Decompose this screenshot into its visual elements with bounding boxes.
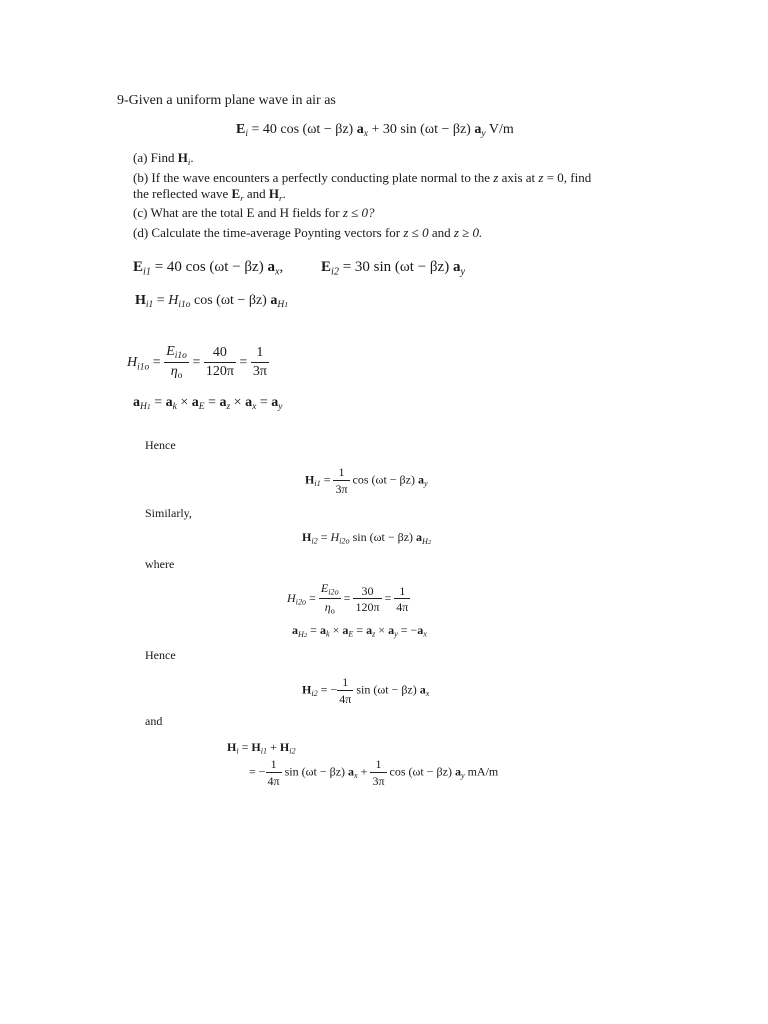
ah2-equation: $a_{H2} = a_k \times a_E = a_z \times a_y = -a_x$ — [292, 623, 427, 639]
given-field-equation: $E_i = 40$ cos (ωt − βz) $a_x + 30$ sin (ωt − βz) $a_y$ V/m — [236, 122, 514, 140]
hi2-general: $H_{i2} = H_{i2o}$ sin (ωt − βz) $a_{H2}$ — [302, 530, 432, 546]
and-label: and — [145, 714, 163, 728]
part-b-line2: the reflected wave $E_r$ and $H_r$. — [133, 186, 286, 203]
part-a: (a) Find $H_i$. — [133, 150, 194, 167]
hi-total: = − $\frac{1}{4\pi}$ sin (ωt − βz) $a_x$ + $\frac{1}{3\pi}$ cos (ωt − βz) $a_y$ mA/m — [249, 757, 499, 788]
part-b-line1: (b) If the wave encounters a perfectly conducting plate normal to the z axis at z = 0, find — [133, 170, 592, 185]
part-c: (c) What are the total E and H fields for z ≤ 0? — [133, 205, 375, 220]
where: where — [145, 557, 175, 571]
hi1-general: $H_{i1} = H_{i1o}$ cos (ωt − βz) $a_{H1}$ — [135, 293, 289, 311]
similarly: Similarly, — [145, 506, 192, 520]
hence-2: Hence — [145, 648, 176, 662]
ah1-equation: $a_{H1} = a_k \times a_E = a_z \times a_x = a_y$ — [133, 395, 283, 413]
part-d: (d) Calculate the time-average Poynting vectors for z ≤ 0 and z ≥ 0. — [133, 225, 483, 240]
ei1-equation: $E_{i1} = 40$ cos (ωt − βz) $a_x$, — [133, 259, 284, 278]
problem-intro: 9-Given a uniform plane wave in air as — [117, 93, 336, 108]
hi1-result: $H_{i1}$ = $\frac{1}{3\pi}$ cos (ωt − βz) $a_y$ — [305, 465, 428, 496]
hi1o-equation: $H_{i1o}$ = $\frac{E_{i1o}}{\eta_o}$ = $\frac{40}{120\pi}$ = $\frac{1}{3\pi}$ — [127, 344, 267, 382]
hi2o-equation: $H_{i2o}$ = $\frac{E_{i2o}}{\eta_o}$ = $\frac{30}{120\pi}$ = $\frac{1}{4\pi}$ — [287, 581, 409, 616]
ei2-equation: $E_{i2} = 30$ sin (ωt − βz) $a_y$ — [321, 259, 465, 278]
hence-1: Hence — [145, 438, 176, 452]
problem-number: 9- — [117, 93, 129, 108]
hi-sum: $H_i = H_{i1} + H_{i2}$ — [227, 740, 296, 756]
hi2-result: $H_{i2}$ = − $\frac{1}{4\pi}$ sin (ωt − βz) $a_x$ — [302, 675, 430, 706]
